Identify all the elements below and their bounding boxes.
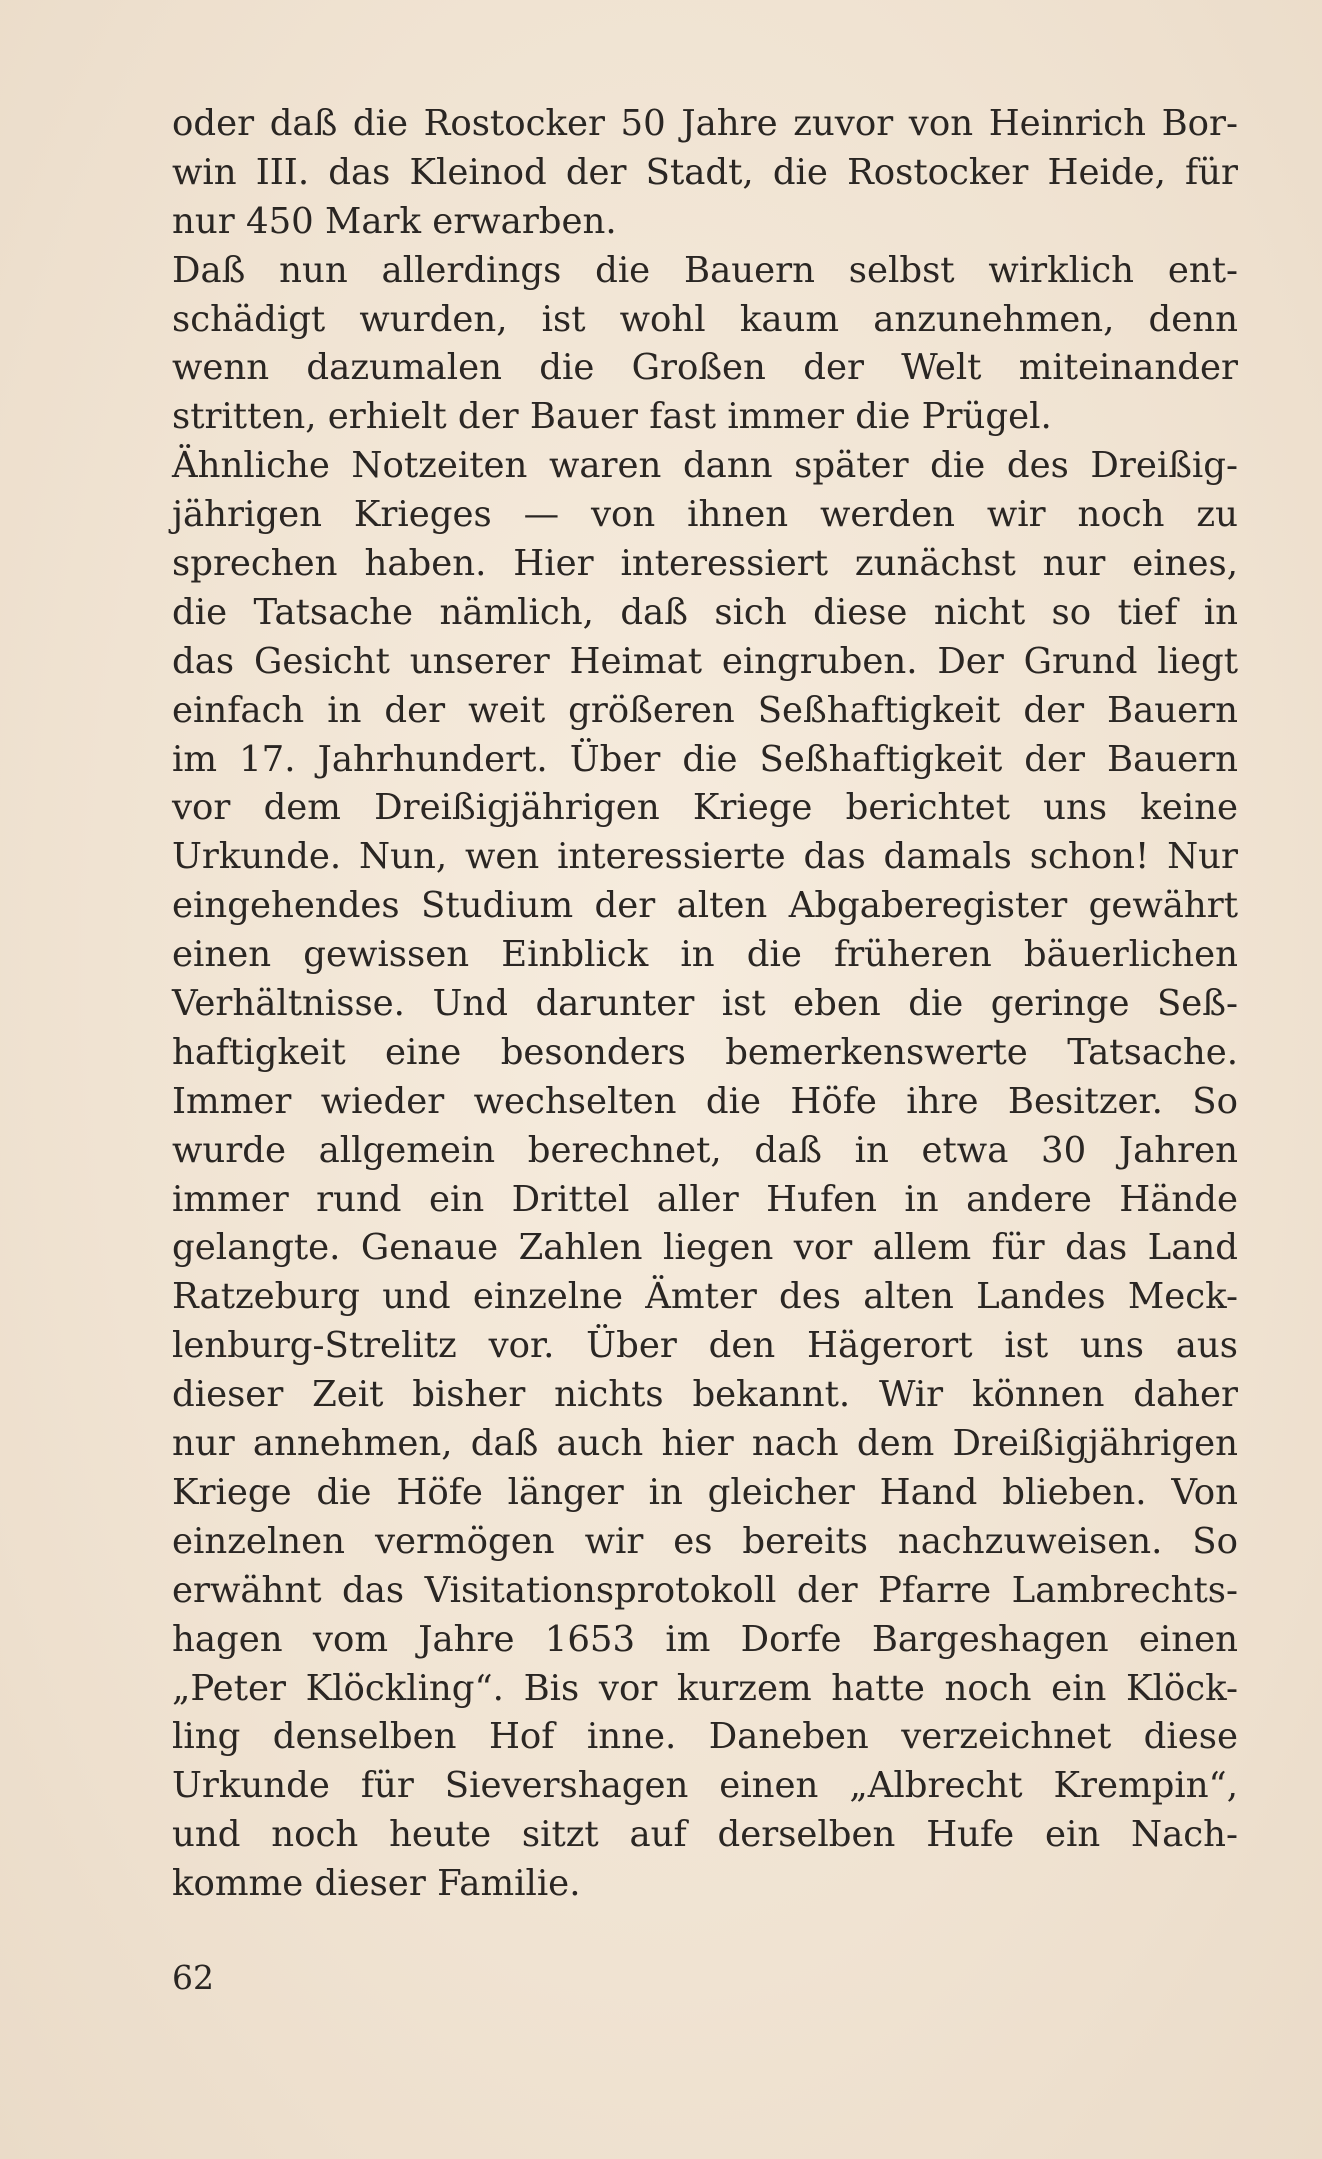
text-line: win III. das Kleinod der Stadt, die Rostocker Heide, für [172,151,1238,193]
text-line: Daß nun allerdings die Bauern selbst wirklich ent- [172,249,1238,291]
text-line: schädigt wurden, ist wohl kaum anzunehmen, denn [172,298,1238,340]
text-line: sprechen haben. Hier interessiert zunächst nur eines, [172,543,1238,585]
page-number: 62 [172,1958,214,1997]
text-line: Immer wieder wechselten die Höfe ihre Besitzer. So [172,1080,1238,1122]
text-line: vor dem Dreißigjährigen Kriege berichtet uns keine [172,787,1238,829]
text-line: einzelnen vermögen wir es bereits nachzuweisen. So [172,1520,1238,1562]
text-line: jährigen Krieges — von ihnen werden wir noch zu [172,494,1238,536]
text-line: „Peter Klöckling“. Bis vor kurzem hatte noch ein Klöck- [172,1667,1238,1709]
text-line: gelangte. Genaue Zahlen liegen vor allem für das Land [172,1227,1238,1269]
text-line: erwähnt das Visitationsprotokoll der Pfarre Lambrechts- [172,1569,1238,1611]
text-line: Kriege die Höfe länger in gleicher Hand blieben. Von [172,1471,1238,1513]
text-line: eingehendes Studium der alten Abgaberegister gewährt [172,885,1238,927]
text-line: nur 450 Mark erwarben. [172,200,617,242]
text-line: immer rund ein Drittel aller Hufen in andere Hände [172,1178,1238,1220]
text-line: Ähnliche Notzeiten waren dann später die des Dreißig- [172,445,1238,487]
text-line: einfach in der weit größeren Seßhaftigkeit der Bauern [172,689,1238,731]
text-line: Verhältnisse. Und darunter ist eben die geringe Seß- [172,983,1238,1025]
body-text [172,100,1238,1909]
text-line: oder daß die Rostocker 50 Jahre zuvor von Heinrich Bor- [172,103,1238,144]
text-line: einen gewissen Einblick in die früheren bäuerlichen [172,934,1238,976]
text-line: haftigkeit eine besonders bemerkenswerte Tatsache. [172,1031,1238,1073]
text-line: komme dieser Familie. [172,1863,581,1905]
text-line: Ratzeburg und einzelne Ämter des alten Landes Meck- [172,1276,1238,1318]
text-line: wenn dazumalen die Großen der Welt miteinander [172,347,1238,389]
text-line: hagen vom Jahre 1653 im Dorfe Bargeshagen einen [172,1618,1238,1660]
text-line: das Gesicht unserer Heimat eingruben. Der Grund liegt [172,640,1238,682]
text-line: die Tatsache nämlich, daß sich diese nicht so tief in [172,591,1238,633]
text-line: ling denselben Hof inne. Daneben verzeichnet diese [172,1716,1238,1758]
text-line: Urkunde für Sievershagen einen „Albrecht Krempin“, [172,1765,1238,1807]
text-line: lenburg-Strelitz vor. Über den Hägerort ist uns aus [172,1325,1238,1367]
text-line: im 17. Jahrhundert. Über die Seßhaftigkeit der Bauern [172,738,1238,780]
text-line: Urkunde. Nun, wen interessierte das damals schon! Nur [172,836,1238,878]
text-line: dieser Zeit bisher nichts bekannt. Wir können daher [172,1374,1238,1416]
text-line: nur annehmen, daß auch hier nach dem Dreißigjährigen [172,1423,1238,1465]
text-line: und noch heute sitzt auf derselben Hufe ein Nach- [172,1814,1238,1856]
text-line: wurde allgemein berechnet, daß in etwa 30 Jahren [172,1129,1238,1171]
text-line: stritten, erhielt der Bauer fast immer die Prügel. [172,396,1052,438]
